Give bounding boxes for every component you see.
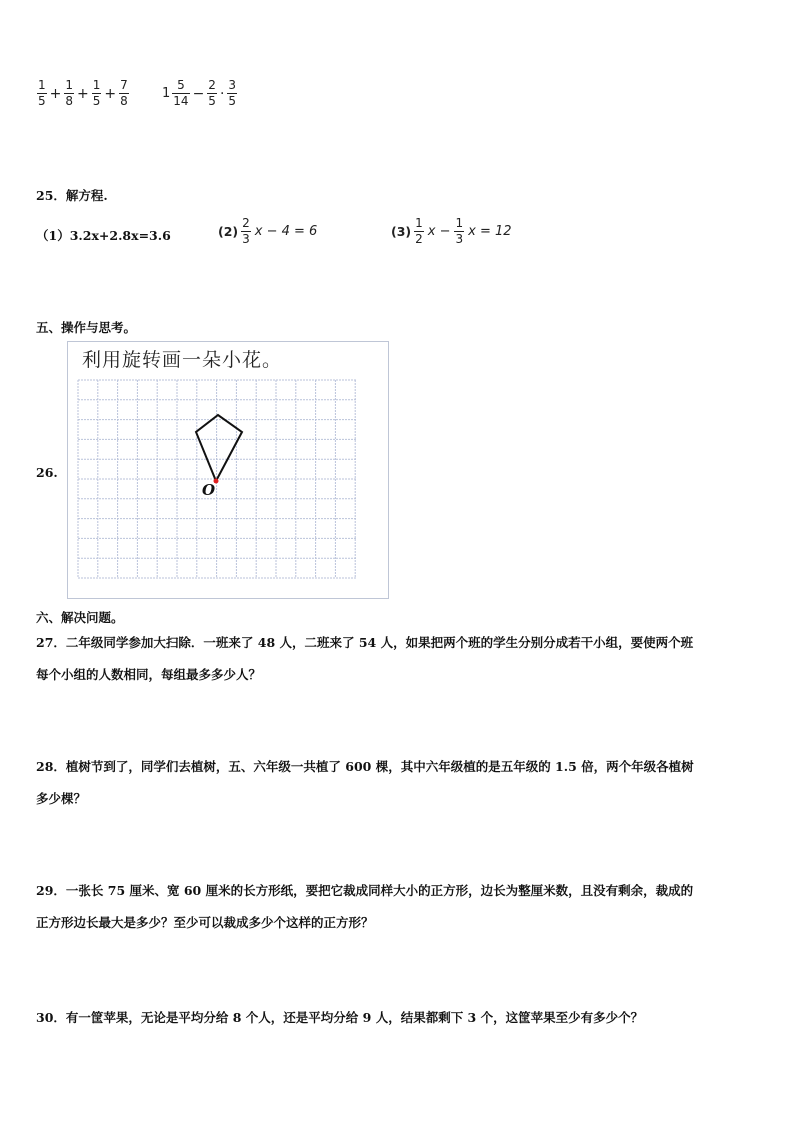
figure-title: 利用旋转画一朵小花。: [82, 349, 283, 371]
fraction-7-8: $\frac{7}{8}$: [120, 78, 128, 108]
fraction-1-2: $\frac{1}{2}$: [415, 216, 423, 246]
kite-shape: [196, 415, 242, 481]
fraction-1-5-a: $\frac{1}{5}$: [38, 78, 46, 108]
whole-number: 1: [162, 86, 171, 101]
point-o-label: O: [202, 481, 216, 499]
plus-sign: +: [104, 85, 117, 102]
fraction-2-3: $\frac{2}{3}$: [242, 216, 250, 246]
q25-equation-1: （1）3.2x+2.8x=3.6: [36, 228, 171, 243]
plus-sign: +: [49, 85, 62, 102]
minus-sign: −: [192, 85, 205, 102]
fraction-1-3: $\frac{1}{3}$: [455, 216, 464, 246]
q26-number: 26.: [36, 465, 58, 480]
fraction-5-14: $\frac{5}{14}$: [173, 78, 189, 108]
section-6-title: 六、解决问题。: [36, 610, 124, 625]
plus-sign: +: [77, 85, 89, 102]
q25-equation-3: (3) $\frac{1}{2}$ x − $\frac{1}{3}$ x = 12: [391, 216, 512, 246]
grid-drawing: [68, 342, 390, 600]
fraction-1-8: $\frac{1}{8}$: [65, 78, 74, 108]
fraction-3-5: $\frac{3}{5}$: [228, 78, 237, 108]
q27-text: 27．二年级同学参加大扫除．一班来了 48 人，二班来了 54 人，如果把两个班的学生分别分成若干小组，要使两个班 每个小组的人数相同，每组最多多少人？: [36, 635, 694, 682]
fraction-1-5-b: $\frac{1}{5}$: [92, 78, 101, 108]
q25-title: 25．解方程.: [36, 188, 108, 203]
expression-1: [36, 78, 130, 109]
expression-2: [162, 78, 238, 109]
q30-text: 30．有一筐苹果，无论是平均分给 8 个人，还是平均分给 9 人，结果都剩下 3 个，这筐苹果至少有多少个？: [36, 1010, 644, 1025]
q29-text: 29．一张长 75 厘米、宽 60 厘米的长方形纸，要把它裁成同样大小的正方形，边长为整厘米数，且没有剩余，裁成的 正方形边长最大是多少？至少可以裁成多少个这样的正方形？: [36, 883, 694, 930]
fraction-2-5: $\frac{2}{5}$: [208, 78, 216, 108]
section-5-title: 五、操作与思考。: [36, 320, 137, 335]
q28-text: 28．植树节到了，同学们去植树，五、六年级一共植了 600 棵，其中六年级植的是五年级的 1.5 倍，两个年级各植树 多少棵？: [36, 759, 694, 806]
rotation-grid-figure: [67, 341, 389, 599]
q25-equation-2: (2) $\frac{2}{3}$ x − 4 = 6: [218, 216, 318, 246]
dot-sign: ·: [219, 85, 225, 102]
